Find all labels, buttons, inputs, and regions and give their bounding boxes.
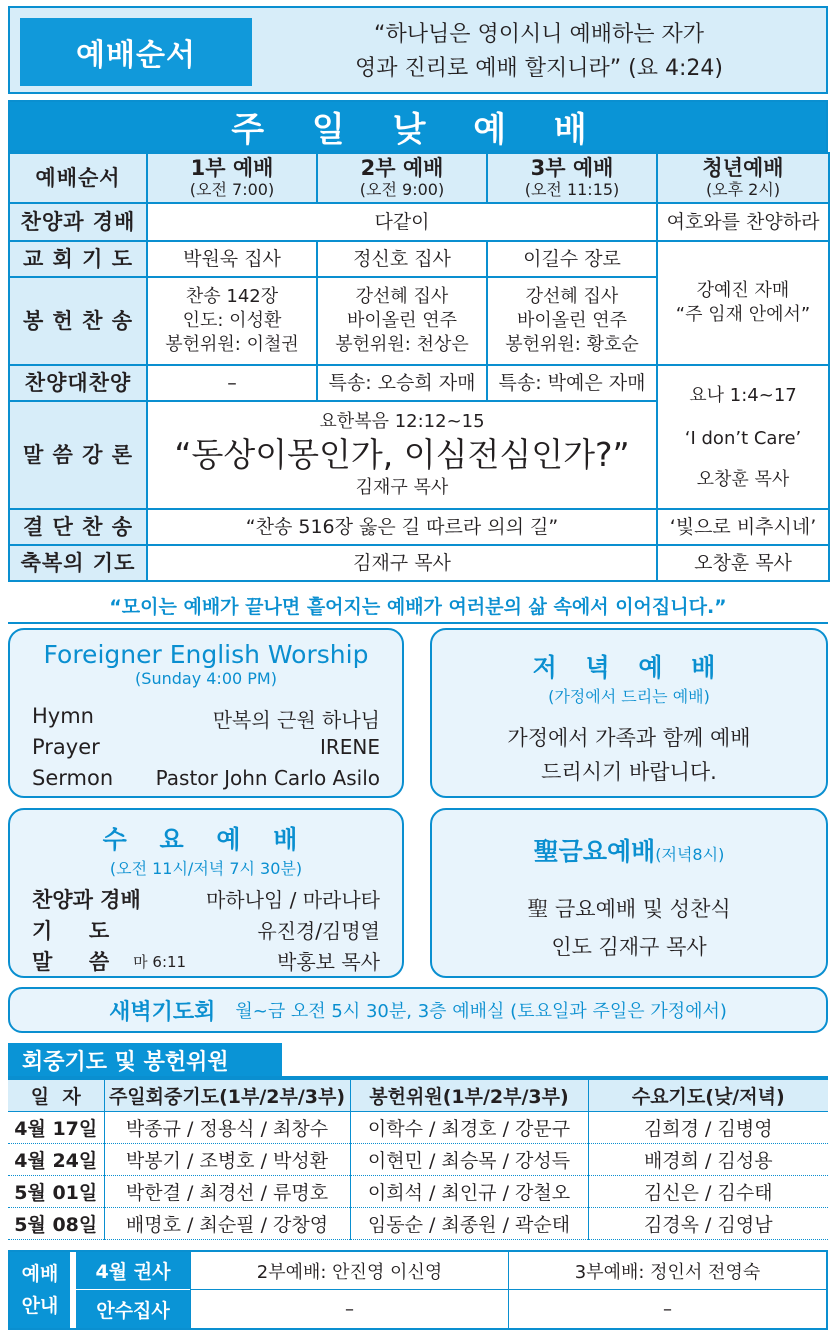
service-header-row bbox=[9, 153, 829, 203]
order-column-header: 예배순서 bbox=[9, 153, 147, 203]
col-date: 일 자 bbox=[8, 1080, 104, 1112]
offering-s2-line1: 강선혜 집사 bbox=[355, 286, 449, 307]
choir-s3: 특송: 박예은 자매 bbox=[487, 365, 657, 401]
praise-all: 다같이 bbox=[147, 203, 657, 241]
service-2-header bbox=[317, 153, 487, 203]
english-worship-time: (Sunday 4:00 PM) bbox=[135, 669, 277, 688]
choir-row bbox=[9, 365, 829, 401]
prayer-table-header bbox=[8, 1080, 828, 1112]
row-sunday-prayer: 박한결 / 최경선 / 류명호 bbox=[104, 1176, 350, 1208]
wednesday-worship-time: (오전 11시/저녁 7시 30분) bbox=[109, 859, 303, 878]
offering-s1-line3: 봉헌위원: 이철권 bbox=[165, 334, 299, 355]
row-wednesday-prayer: 김희경 / 김병영 bbox=[588, 1112, 828, 1144]
evening-worship-title: 저 녁 예 배 bbox=[532, 653, 726, 682]
worship-guide bbox=[8, 1250, 828, 1330]
wednesday-prayer-row bbox=[32, 915, 380, 945]
table-row bbox=[8, 1112, 828, 1144]
table-row bbox=[8, 1144, 828, 1176]
row-wednesday-prayer: 김신은 / 김수태 bbox=[588, 1176, 828, 1208]
row-date: 5월 01일 bbox=[8, 1176, 104, 1208]
worship-guide-label-1: 예배 bbox=[21, 1263, 59, 1285]
english-worship-title: Foreigner English Worship bbox=[43, 640, 369, 669]
dawn-prayer-banner bbox=[8, 987, 828, 1033]
row-sunday-prayer: 배명호 / 최순필 / 강창영 bbox=[104, 1208, 350, 1240]
row-wednesday-prayer: 배경희 / 김성용 bbox=[588, 1144, 828, 1176]
prayer-committee-title: 회중기도 및 봉헌위원 bbox=[8, 1043, 282, 1077]
row-sunday-prayer: 박봉기 / 조병호 / 박성환 bbox=[104, 1144, 350, 1176]
english-prayer-label: Prayer bbox=[32, 735, 100, 759]
service-3-name: 3부 예배 bbox=[530, 156, 614, 180]
row-sunday-prayer: 박종규 / 정용식 / 최창수 bbox=[104, 1112, 350, 1144]
header-label: 예배순서 bbox=[20, 18, 252, 86]
offering-s3-line3: 봉헌위원: 황호순 bbox=[505, 334, 639, 355]
closing-hymn-all: “찬송 516장 옳은 길 따르라 의의 길” bbox=[147, 509, 657, 545]
english-hymn-label: Hymn bbox=[32, 704, 94, 728]
english-prayer-value: IRENE bbox=[319, 735, 380, 759]
guide-service-3: 3부예배: 정인서 전영숙 bbox=[508, 1252, 826, 1290]
church-prayer-row bbox=[9, 241, 829, 277]
guide-deacon-1: – bbox=[190, 1290, 508, 1328]
dawn-prayer-info: 월~금 오전 5시 30분, 3층 예배실 (토요일과 주일은 가정에서) bbox=[235, 1001, 727, 1022]
offering-s2-line3: 봉헌위원: 천상은 bbox=[335, 334, 469, 355]
closing-hymn-label: 결 단 찬 송 bbox=[9, 509, 147, 545]
wednesday-praise-label: 찬양과 경배 bbox=[32, 888, 141, 912]
guide-role-deacon: 안수집사 bbox=[70, 1290, 190, 1328]
wednesday-word-label: 말 씀 bbox=[32, 950, 110, 974]
sermon-youth-preacher: 오창훈 목사 bbox=[696, 469, 790, 490]
row-offering: 임동순 / 최종원 / 곽순태 bbox=[350, 1208, 588, 1240]
row-wednesday-prayer: 김경옥 / 김영남 bbox=[588, 1208, 828, 1240]
row-offering: 이현민 / 최승목 / 강성득 bbox=[350, 1144, 588, 1176]
church-prayer-s2: 정신호 집사 bbox=[317, 241, 487, 277]
wednesday-word-reference: 마 6:11 bbox=[133, 953, 187, 971]
row-date: 4월 17일 bbox=[8, 1112, 104, 1144]
sermon-youth-scripture: 요나 1:4~17 bbox=[689, 385, 797, 406]
quote-line-2: 영과 진리로 예배 할지니라” (요 4:24) bbox=[355, 56, 723, 81]
sermon-youth bbox=[657, 365, 829, 509]
header-banner bbox=[8, 6, 828, 94]
choir-s2: 특송: 오승희 자매 bbox=[317, 365, 487, 401]
wednesday-word-row bbox=[32, 946, 380, 976]
offering-youth-song: “주 임재 안에서” bbox=[675, 304, 811, 325]
sermon-label: 말 씀 강 론 bbox=[9, 401, 147, 509]
closing-hymn-youth: ‘빛으로 비추시네’ bbox=[657, 509, 829, 545]
offering-s3-line2: 바이올린 연주 bbox=[516, 310, 628, 331]
row-offering: 이희석 / 최인규 / 강철오 bbox=[350, 1176, 588, 1208]
sermon-scripture: 요한복음 12:12~15 bbox=[319, 411, 485, 432]
offering-youth-leader: 강예진 자매 bbox=[696, 280, 790, 301]
blessing-youth: 오창훈 목사 bbox=[657, 545, 829, 581]
sunday-service-title: 주 일 낮 예 배 bbox=[8, 100, 828, 152]
tagline: “모이는 예배가 끝나면 흩어지는 예배가 여러분의 삶 속에서 이어집니다.” bbox=[109, 596, 727, 618]
offering-label: 봉 헌 찬 송 bbox=[9, 277, 147, 365]
youth-service-time: (오후 2시) bbox=[705, 180, 781, 199]
youth-service-name: 청년예배 bbox=[702, 156, 784, 180]
wednesday-word-preacher: 박홍보 목사 bbox=[277, 950, 380, 974]
wednesday-praise-row bbox=[32, 884, 380, 914]
friday-worship-heading bbox=[432, 832, 826, 868]
row-date: 5월 08일 bbox=[8, 1208, 104, 1240]
sermon-main bbox=[147, 401, 657, 509]
offering-s3-line1: 강선혜 집사 bbox=[525, 286, 619, 307]
wednesday-worship-title: 수 요 예 배 bbox=[102, 825, 310, 854]
sermon-youth-title: ‘I don’t Care’ bbox=[684, 428, 802, 449]
table-row bbox=[8, 1208, 828, 1240]
blessing-all: 김재구 목사 bbox=[147, 545, 657, 581]
offering-s1 bbox=[147, 277, 317, 365]
col-offering-committee: 봉헌위원(1부/2부/3부) bbox=[350, 1080, 588, 1112]
row-offering: 이학수 / 최경호 / 강문구 bbox=[350, 1112, 588, 1144]
worship-guide-label-2: 안내 bbox=[21, 1295, 59, 1317]
worship-guide-label bbox=[10, 1252, 70, 1328]
service-2-name: 2부 예배 bbox=[360, 156, 444, 180]
offering-s1-line2: 인도: 이성환 bbox=[182, 310, 282, 331]
friday-worship-time: (저녁8시) bbox=[655, 845, 725, 864]
church-prayer-s1: 박원욱 집사 bbox=[147, 241, 317, 277]
praise-row bbox=[9, 203, 829, 241]
dawn-prayer-title: 새벽기도회 bbox=[109, 999, 216, 1025]
english-worship-box bbox=[8, 628, 404, 798]
offering-s2 bbox=[317, 277, 487, 365]
guide-deacon-2: – bbox=[508, 1290, 826, 1328]
quote-line-1: “하나님은 영이시니 예배하는 자가 bbox=[374, 22, 704, 47]
service-1-time: (오전 7:00) bbox=[189, 180, 275, 199]
service-3-header bbox=[487, 153, 657, 203]
offering-youth bbox=[657, 241, 829, 365]
sunday-service-table bbox=[8, 152, 830, 582]
praise-youth: 여호와를 찬양하라 bbox=[657, 203, 829, 241]
guide-service-2: 2부예배: 안진영 이신영 bbox=[190, 1252, 508, 1290]
offering-s1-line1: 찬송 142장 bbox=[185, 286, 279, 307]
english-sermon-label: Sermon bbox=[32, 766, 114, 790]
english-hymn-value: 만복의 근원 하나님 bbox=[212, 708, 380, 732]
guide-role-deaconess: 4월 권사 bbox=[70, 1252, 190, 1290]
sermon-preacher: 김재구 목사 bbox=[355, 477, 449, 498]
wednesday-praise-value: 마하나임 / 마라나타 bbox=[205, 888, 380, 912]
friday-worship-box bbox=[430, 808, 828, 978]
service-1-header bbox=[147, 153, 317, 203]
wednesday-worship-box bbox=[8, 808, 404, 978]
tagline-divider bbox=[8, 622, 828, 624]
choir-s1: – bbox=[147, 365, 317, 401]
evening-line-2: 드리시기 바랍니다. bbox=[541, 760, 717, 784]
service-3-time: (오전 11:15) bbox=[524, 180, 620, 199]
choir-label: 찬양대찬양 bbox=[9, 365, 147, 401]
offering-s2-line2: 바이올린 연주 bbox=[346, 310, 458, 331]
praise-label: 찬양과 경배 bbox=[9, 203, 147, 241]
english-sermon-value: Pastor John Carlo Asilo bbox=[155, 766, 380, 790]
church-prayer-label: 교 회 기 도 bbox=[9, 241, 147, 277]
header-quote bbox=[260, 16, 818, 88]
service-1-name: 1부 예배 bbox=[190, 156, 274, 180]
english-hymn-row bbox=[32, 704, 380, 733]
prayer-committee-table bbox=[8, 1079, 828, 1240]
evening-line-1: 가정에서 가족과 함께 예배 bbox=[507, 726, 751, 750]
offering-s3 bbox=[487, 277, 657, 365]
blessing-label: 축복의 기도 bbox=[9, 545, 147, 581]
evening-worship-box bbox=[430, 628, 828, 798]
closing-hymn-row bbox=[9, 509, 829, 545]
row-date: 4월 24일 bbox=[8, 1144, 104, 1176]
friday-worship-title: 聖금요예배 bbox=[533, 837, 656, 866]
friday-line-1: 聖 금요예배 및 성찬식 bbox=[527, 897, 731, 921]
wednesday-prayer-value: 유진경/김명열 bbox=[257, 919, 380, 943]
table-row bbox=[8, 1176, 828, 1208]
youth-service-header bbox=[657, 153, 829, 203]
english-prayer-row bbox=[32, 735, 380, 759]
col-sunday-prayer: 주일회중기도(1부/2부/3부) bbox=[104, 1080, 350, 1112]
evening-worship-subtitle: (가정에서 드리는 예배) bbox=[548, 687, 710, 706]
sermon-title: “동상이몽인가, 이심전심인가?” bbox=[174, 435, 630, 474]
service-2-time: (오전 9:00) bbox=[359, 180, 445, 199]
church-prayer-s3: 이길수 장로 bbox=[487, 241, 657, 277]
friday-line-2: 인도 김재구 목사 bbox=[551, 935, 707, 959]
wednesday-prayer-label: 기 도 bbox=[32, 919, 110, 943]
col-wednesday-prayer: 수요기도(낮/저녁) bbox=[588, 1080, 828, 1112]
blessing-row bbox=[9, 545, 829, 581]
english-sermon-row bbox=[32, 766, 380, 790]
